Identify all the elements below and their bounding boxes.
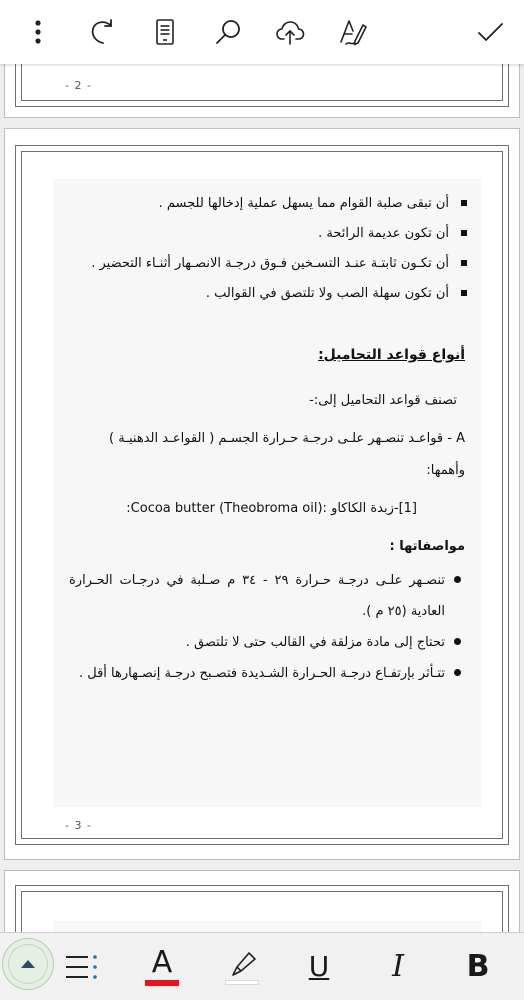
more-vertical-icon[interactable] [18,12,58,52]
search-icon[interactable] [208,12,248,52]
redo-icon[interactable] [82,12,122,52]
bold-button[interactable] [454,943,502,991]
requirements-list [67,189,467,309]
list-item: أن تبقى صلبة القوام مما يسهل عملية إدخالها للجسم . [67,189,467,219]
page-4 [4,870,520,940]
format-toolbar [0,932,524,1000]
type-a-line: A - قواعـد تنصـهر علـى درجـة حـرارة الجسـم ( القواعـد الدهنيـة ) [109,431,465,446]
italic-letter: I [392,949,404,984]
specs-heading: مواصفاتها : [389,539,465,554]
list-item: أن تكون سهلة الصب ولا تلتصق في القوالب . [67,279,467,309]
avatar-ring [8,944,48,984]
list-item: أن تكـون ثابتـة عنـد التسـخين فـوق درجـة الانصـهار أثنـاء التحضير . [67,249,467,279]
highlighter-icon[interactable] [218,943,266,991]
classify-line: تصنف قواعد التحاميل إلى:- [309,393,457,408]
done-check-icon[interactable] [470,12,510,52]
page-number: - 2 - [65,79,92,92]
font-color-swatch [145,980,179,986]
cloud-upload-icon[interactable] [270,12,310,52]
font-color-letter: A [151,945,173,980]
page-3 [4,128,520,860]
top-toolbar [0,0,524,64]
cocoa-butter-line: [1]-زبدة الكاكاو :(Cocoa butter (Theobroma oil: [126,501,417,516]
list-item: تحتاج إلى مادة مزلقة في القالب حتى لا تلتصق . [69,627,467,658]
underline-letter: U [308,950,330,983]
page-number: - 3 - [65,819,92,832]
italic-button[interactable] [374,943,422,991]
font-color-button[interactable] [138,943,186,991]
list-icon[interactable] [56,943,104,991]
highlight-swatch [225,980,259,985]
type-a-line-2: وأهمها: [426,463,465,478]
bold-letter: B [466,949,490,984]
collapse-arrow-icon [21,960,35,968]
page-content[interactable] [53,179,481,807]
list-item: تنصـهر علـى درجـة حـرارة ٢٩ - ٣٤ م صـلبة في درجـات الحـرارة العادية (٢٥ م ). [69,565,467,627]
section-heading: أنواع قواعد التحاميل: [318,347,465,363]
list-item: أن تكون عديمة الرائحة . [67,219,467,249]
read-mode-icon[interactable] [145,12,185,52]
avatar[interactable] [2,938,54,990]
specs-list [69,565,467,689]
underline-button[interactable] [295,943,343,991]
list-item: تتـأثر بإرتفـاع درجـة الحـرارة الشـديدة فتصـبح درجـة إنصـهارها أقل . [69,658,467,689]
spell-check-icon[interactable] [333,12,373,52]
